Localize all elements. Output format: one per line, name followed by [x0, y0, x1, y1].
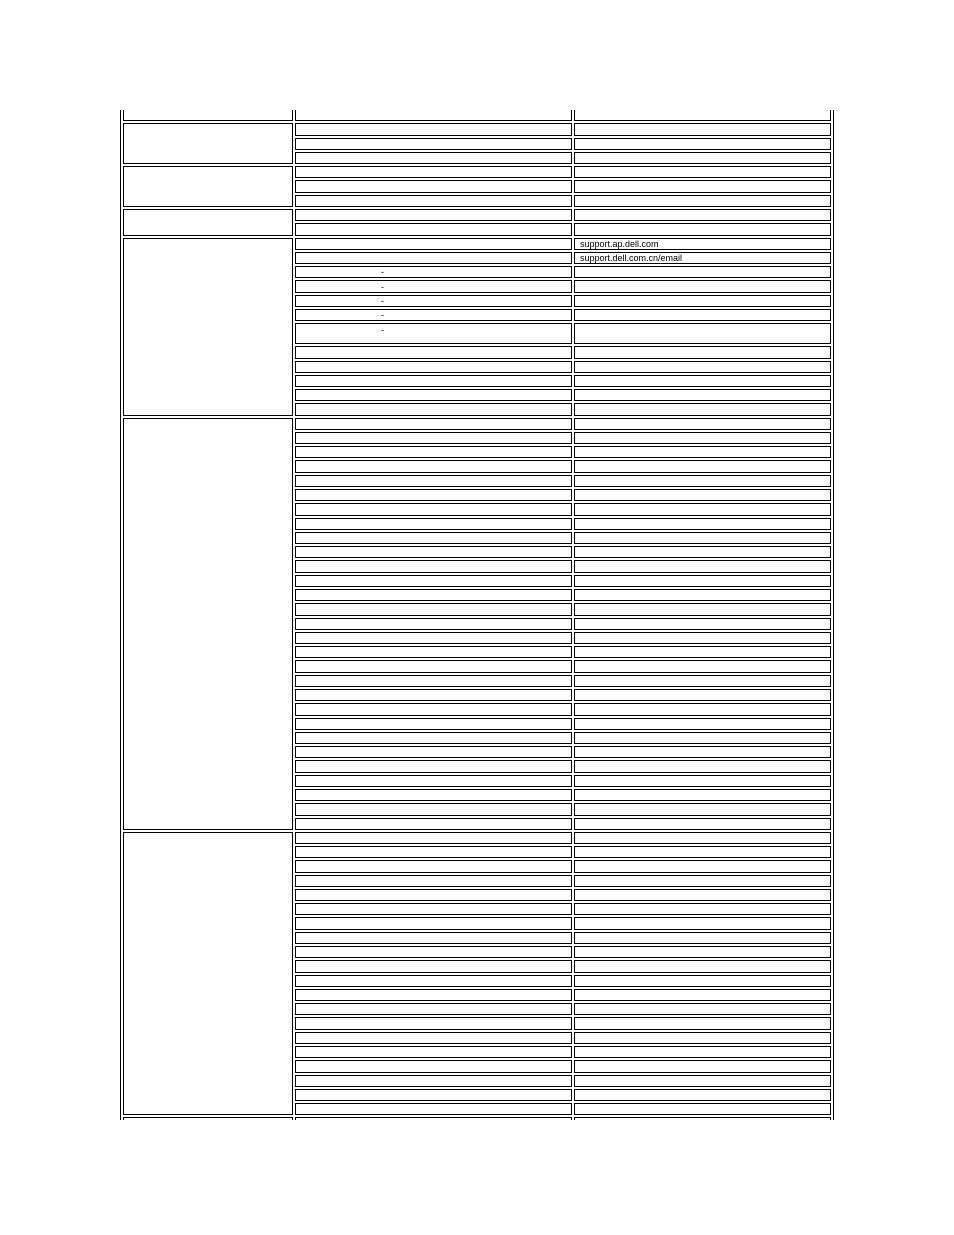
- table-cell: [295, 418, 572, 430]
- table-cell: [574, 489, 831, 501]
- table-cell: [574, 946, 831, 958]
- table-cell: [295, 575, 572, 587]
- dash-cell: -: [295, 280, 572, 292]
- table-cell: [574, 846, 831, 858]
- table-cell: [295, 932, 572, 944]
- table-cell: [295, 846, 572, 858]
- table-cell: [574, 1032, 831, 1044]
- table-cell: [574, 503, 831, 515]
- table-cell: [295, 618, 572, 630]
- table-cell: [574, 389, 831, 401]
- table-cell: [574, 223, 831, 235]
- dash-cell: -: [295, 323, 572, 344]
- table-cell: [295, 138, 572, 150]
- table-cell: [295, 760, 572, 772]
- table-row: [123, 832, 831, 844]
- table-cell: [574, 166, 831, 178]
- group-label-cell: [123, 418, 293, 830]
- table-cell: [574, 917, 831, 929]
- table-cell: [295, 180, 572, 192]
- table-cell: [574, 660, 831, 672]
- table-row-top-partial: [123, 110, 831, 121]
- table-cell: [295, 152, 572, 164]
- table-cell: [295, 546, 572, 558]
- group-label-cell: [123, 209, 293, 236]
- table-cell: [574, 1103, 831, 1115]
- table-cell: [295, 746, 572, 758]
- table-cell: [574, 732, 831, 744]
- table-cell: [574, 789, 831, 801]
- table-cell: [295, 475, 572, 487]
- table-cell: [295, 689, 572, 701]
- table-cell: [574, 346, 831, 358]
- table-cell: [574, 1046, 831, 1058]
- table-cell: [295, 975, 572, 987]
- table-cell: [574, 903, 831, 915]
- support-url-cell: support.ap.dell.com: [574, 238, 831, 250]
- table-cell: [574, 832, 831, 844]
- table-cell: [574, 1075, 831, 1087]
- table-row: [123, 123, 831, 135]
- table-cell: [295, 252, 572, 264]
- table-row: [123, 166, 831, 178]
- table-cell: [574, 589, 831, 601]
- group-label-cell: [123, 832, 293, 1116]
- contact-table: [120, 110, 834, 1120]
- table-cell: [574, 718, 831, 730]
- table-cell: [574, 1089, 831, 1101]
- table-cell: [574, 361, 831, 373]
- table-cell: [295, 775, 572, 787]
- table-cell: [295, 1103, 572, 1115]
- table-row: [123, 418, 831, 430]
- support-url-cell: support.dell.com.cn/email: [574, 252, 831, 264]
- table-cell: [574, 618, 831, 630]
- table-cell: [295, 518, 572, 530]
- table-cell: [574, 432, 831, 444]
- table-cell: [295, 123, 572, 135]
- table-cell: [295, 375, 572, 387]
- table-cell: [574, 775, 831, 787]
- table-cell: [295, 675, 572, 687]
- table-cell: [574, 546, 831, 558]
- table-cell: [123, 110, 293, 121]
- table-cell: [295, 960, 572, 972]
- table-cell: [574, 746, 831, 758]
- table-cell: [295, 818, 572, 830]
- table-cell: [574, 195, 831, 207]
- table-cell: [295, 889, 572, 901]
- table-cell: [295, 389, 572, 401]
- table-cell: [574, 518, 831, 530]
- table-cell: [574, 1117, 831, 1120]
- table-cell: [574, 860, 831, 872]
- table-cell: [574, 975, 831, 987]
- table-cell: [574, 418, 831, 430]
- table-cell: [574, 760, 831, 772]
- table-cell: [295, 361, 572, 373]
- table-cell: [574, 209, 831, 221]
- contact-table-body: [123, 110, 831, 1120]
- table-cell: [295, 1075, 572, 1087]
- contact-table-container: [120, 110, 836, 1120]
- table-cell: [574, 689, 831, 701]
- group-label-cell: [123, 123, 293, 164]
- group-label-cell: [123, 166, 293, 207]
- table-cell: [295, 903, 572, 915]
- table-cell: [295, 718, 572, 730]
- table-cell: [295, 1060, 572, 1072]
- table-cell: [295, 403, 572, 415]
- table-cell: [295, 646, 572, 658]
- table-cell: [574, 703, 831, 715]
- table-cell: [295, 917, 572, 929]
- table-cell: [574, 818, 831, 830]
- dash-cell: -: [295, 266, 572, 278]
- table-cell: [295, 875, 572, 887]
- table-cell: [295, 489, 572, 501]
- table-cell: [295, 432, 572, 444]
- table-cell: [574, 375, 831, 387]
- table-cell: [295, 1032, 572, 1044]
- table-cell: [295, 603, 572, 615]
- table-cell: [574, 138, 831, 150]
- table-cell: [574, 460, 831, 472]
- table-cell: [295, 1017, 572, 1029]
- table-cell: [574, 575, 831, 587]
- table-cell: [295, 532, 572, 544]
- table-cell: [295, 989, 572, 1001]
- table-cell: [574, 180, 831, 192]
- table-cell: [574, 403, 831, 415]
- table-cell: [295, 503, 572, 515]
- table-cell: [295, 589, 572, 601]
- table-cell: [295, 238, 572, 250]
- table-cell: [574, 323, 831, 344]
- table-cell: [574, 110, 831, 121]
- table-cell: [295, 560, 572, 572]
- table-cell: [574, 280, 831, 292]
- table-row: [123, 209, 831, 221]
- table-cell: [295, 832, 572, 844]
- table-cell: [574, 632, 831, 644]
- table-cell: [295, 1046, 572, 1058]
- table-cell: [295, 1117, 572, 1120]
- dash-cell: -: [295, 309, 572, 321]
- table-cell: [574, 266, 831, 278]
- table-cell: [574, 532, 831, 544]
- table-cell: [574, 932, 831, 944]
- table-cell: [295, 166, 572, 178]
- table-cell: [295, 460, 572, 472]
- table-cell: [295, 209, 572, 221]
- table-cell: [295, 632, 572, 644]
- table-cell: [295, 803, 572, 815]
- table-cell: [123, 1117, 293, 1120]
- table-cell: [574, 152, 831, 164]
- table-cell: [574, 646, 831, 658]
- group-label-cell: [123, 238, 293, 416]
- table-cell: [574, 295, 831, 307]
- table-cell: [295, 660, 572, 672]
- table-row: [123, 238, 831, 250]
- table-cell: [574, 960, 831, 972]
- table-cell: [295, 195, 572, 207]
- table-cell: [295, 732, 572, 744]
- table-cell: [295, 223, 572, 235]
- table-cell: [295, 946, 572, 958]
- table-cell: [574, 675, 831, 687]
- table-cell: [295, 1089, 572, 1101]
- table-cell: [574, 1017, 831, 1029]
- table-cell: [574, 803, 831, 815]
- table-row-bottom-partial: [123, 1117, 831, 1120]
- table-cell: [295, 1003, 572, 1015]
- table-cell: [574, 560, 831, 572]
- table-cell: [574, 475, 831, 487]
- table-cell: [574, 123, 831, 135]
- table-cell: [574, 889, 831, 901]
- table-cell: [295, 110, 572, 121]
- table-cell: [574, 1003, 831, 1015]
- table-cell: [574, 875, 831, 887]
- table-cell: [295, 446, 572, 458]
- table-cell: [574, 1060, 831, 1072]
- table-cell: [295, 703, 572, 715]
- table-cell: [574, 446, 831, 458]
- dash-cell: -: [295, 295, 572, 307]
- table-cell: [295, 789, 572, 801]
- table-cell: [295, 346, 572, 358]
- table-cell: [574, 989, 831, 1001]
- table-cell: [574, 603, 831, 615]
- table-cell: [295, 860, 572, 872]
- table-cell: [574, 309, 831, 321]
